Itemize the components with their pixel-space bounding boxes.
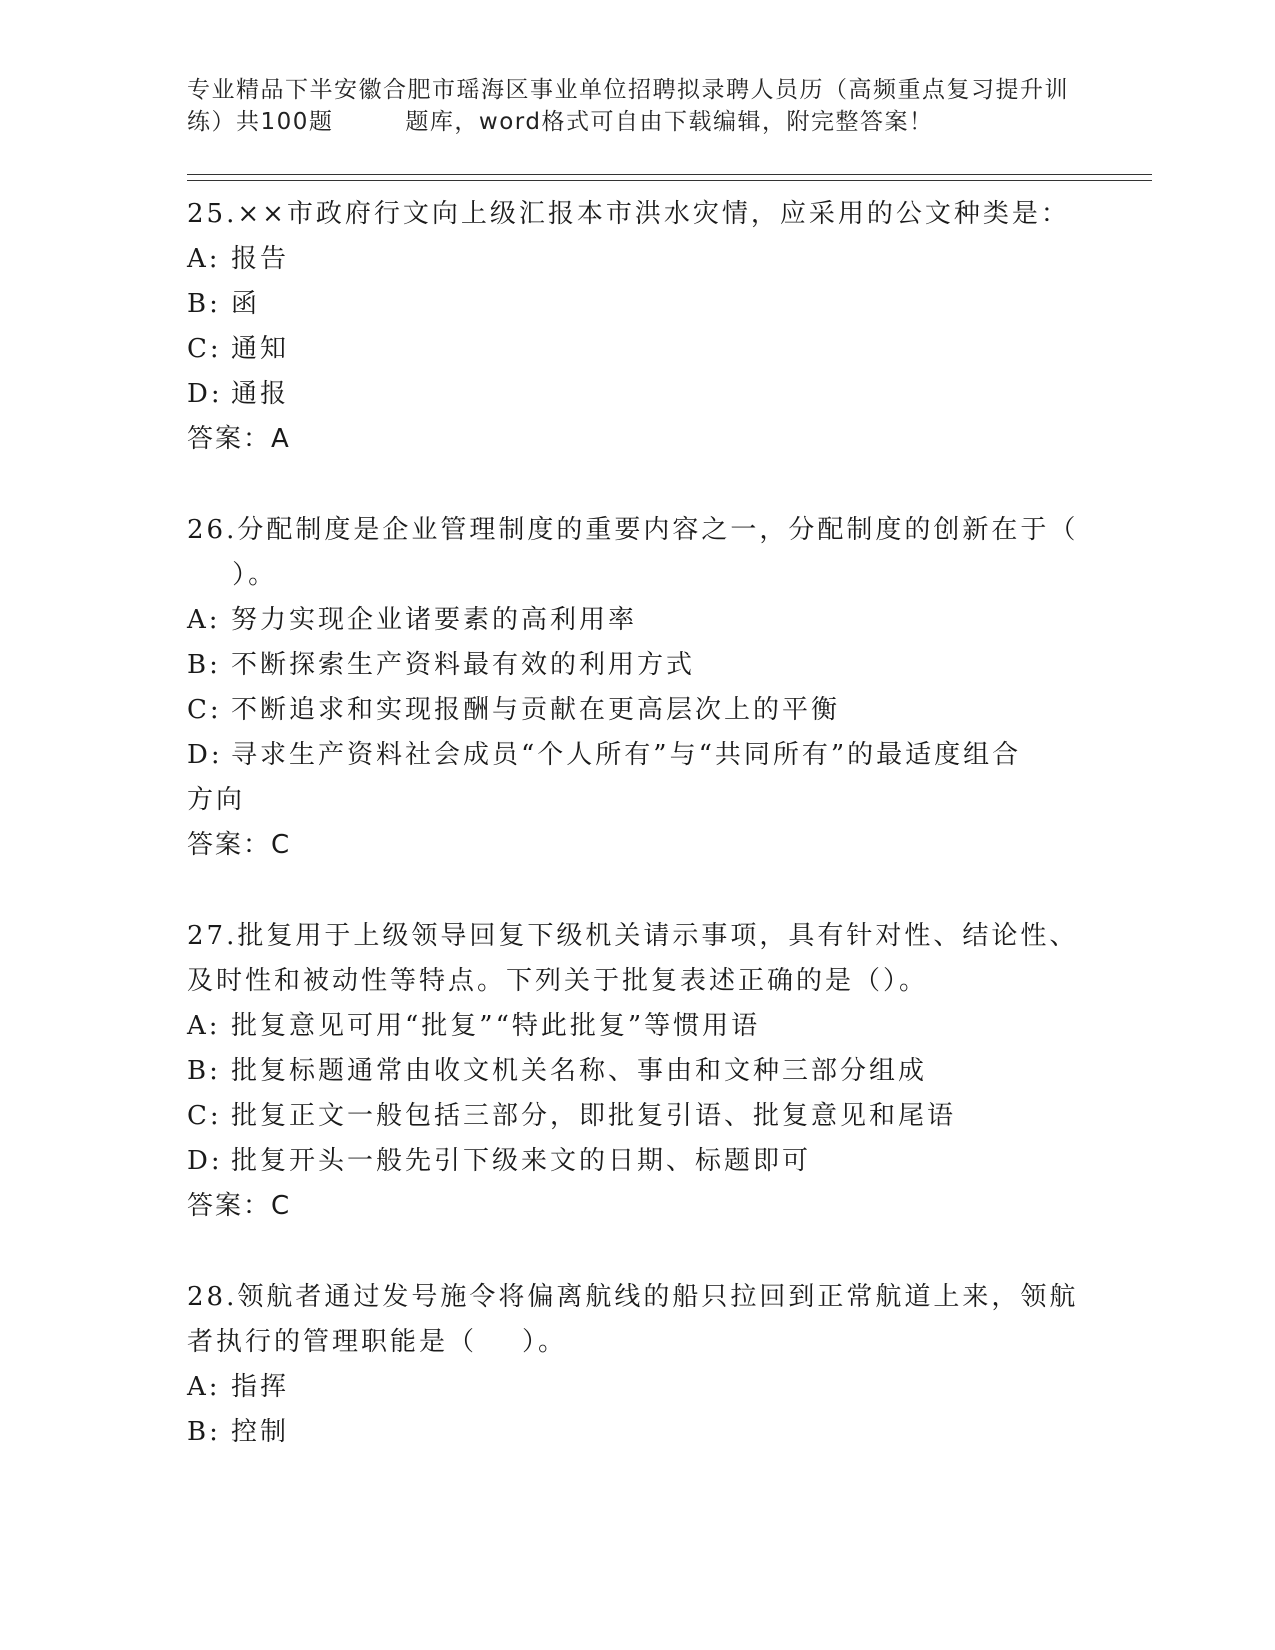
- option-text: 函: [231, 289, 261, 319]
- option-a: [187, 598, 1087, 643]
- page-header: [187, 74, 1087, 138]
- option-b: [187, 1049, 1087, 1094]
- option-d-continuation: 方向: [187, 785, 246, 815]
- header-divider-top: [187, 174, 1152, 175]
- option-key: A:: [187, 1372, 221, 1402]
- option-c: [187, 327, 1087, 372]
- question-stem: 26.分配制度是企业管理制度的重要内容之一，分配制度的创新在于（: [187, 515, 1079, 545]
- option-key: D:: [187, 379, 223, 409]
- question-25: [187, 192, 1087, 462]
- option-key: B:: [187, 1417, 221, 1447]
- header-line-2-part-1: 练）共100题: [187, 109, 334, 135]
- option-c: [187, 688, 1087, 733]
- option-text: 通报: [231, 379, 290, 409]
- option-b: [187, 643, 1087, 688]
- option-text: 控制: [231, 1417, 290, 1447]
- option-key: B:: [187, 289, 221, 319]
- option-key: D:: [187, 1146, 223, 1176]
- question-stem-continuation: ）。: [187, 560, 278, 590]
- option-d: [187, 1139, 1087, 1184]
- option-text: 批复正文一般包括三部分，即批复引语、批复意见和尾语: [231, 1101, 957, 1131]
- option-text: 批复意见可用“批复”“特此批复”等惯用语: [231, 1011, 761, 1041]
- question-28: [187, 1275, 1087, 1455]
- option-key: B:: [187, 650, 221, 680]
- answer-line: 答案：C: [187, 830, 292, 860]
- question-stem-continuation: 者执行的管理职能是（ ）。: [187, 1327, 568, 1357]
- question-stem: 25.××市政府行文向上级汇报本市洪水灾情，应采用的公文种类是：: [187, 199, 1070, 229]
- option-d: [187, 372, 1087, 417]
- option-d: [187, 733, 1087, 778]
- answer-line: 答案：A: [187, 424, 291, 454]
- option-text: 报告: [231, 244, 290, 274]
- answer-line: 答案：C: [187, 1191, 292, 1221]
- option-key: A:: [187, 605, 221, 635]
- question-list: [187, 192, 1087, 1501]
- option-key: D:: [187, 740, 223, 770]
- option-text: 批复标题通常由收文机关名称、事由和文种三部分组成: [231, 1056, 928, 1086]
- header-line-2-part-2: 题库，word格式可自由下载编辑，附完整答案！: [405, 109, 934, 135]
- option-key: C:: [187, 1101, 222, 1131]
- question-stem-continuation: 及时性和被动性等特点。下列关于批复表述正确的是（）。: [187, 966, 929, 996]
- option-key: B:: [187, 1056, 221, 1086]
- option-text: 指挥: [231, 1372, 290, 1402]
- option-text: 努力实现企业诸要素的高利用率: [231, 605, 638, 635]
- option-c: [187, 1094, 1087, 1139]
- option-b: [187, 282, 1087, 327]
- option-key: A:: [187, 1011, 221, 1041]
- option-a: [187, 1365, 1087, 1410]
- option-text: 不断追求和实现报酬与贡献在更高层次上的平衡: [231, 695, 841, 725]
- header-line-2: [187, 106, 1087, 138]
- option-key: C:: [187, 334, 222, 364]
- option-text: 通知: [231, 334, 290, 364]
- option-text: 批复开头一般先引下级来文的日期、标题即可: [231, 1146, 812, 1176]
- option-a: [187, 237, 1087, 282]
- question-27: [187, 914, 1087, 1229]
- question-26: [187, 508, 1087, 868]
- option-key: A:: [187, 244, 221, 274]
- option-a: [187, 1004, 1087, 1049]
- question-stem: 28.领航者通过发号施令将偏离航线的船只拉回到正常航道上来，领航: [187, 1282, 1079, 1312]
- option-b: [187, 1410, 1087, 1455]
- question-stem: 27.批复用于上级领导回复下级机关请示事项，具有针对性、结论性、: [187, 921, 1079, 951]
- header-line-1: 专业精品下半安徽合肥市瑶海区事业单位招聘拟录聘人员历（高频重点复习提升训: [187, 77, 1069, 103]
- option-key: C:: [187, 695, 222, 725]
- header-divider-bottom: [187, 180, 1152, 181]
- option-text: 不断探索生产资料最有效的利用方式: [231, 650, 696, 680]
- option-text: 寻求生产资料社会成员“个人所有”与“共同所有”的最适度组合: [231, 740, 1022, 770]
